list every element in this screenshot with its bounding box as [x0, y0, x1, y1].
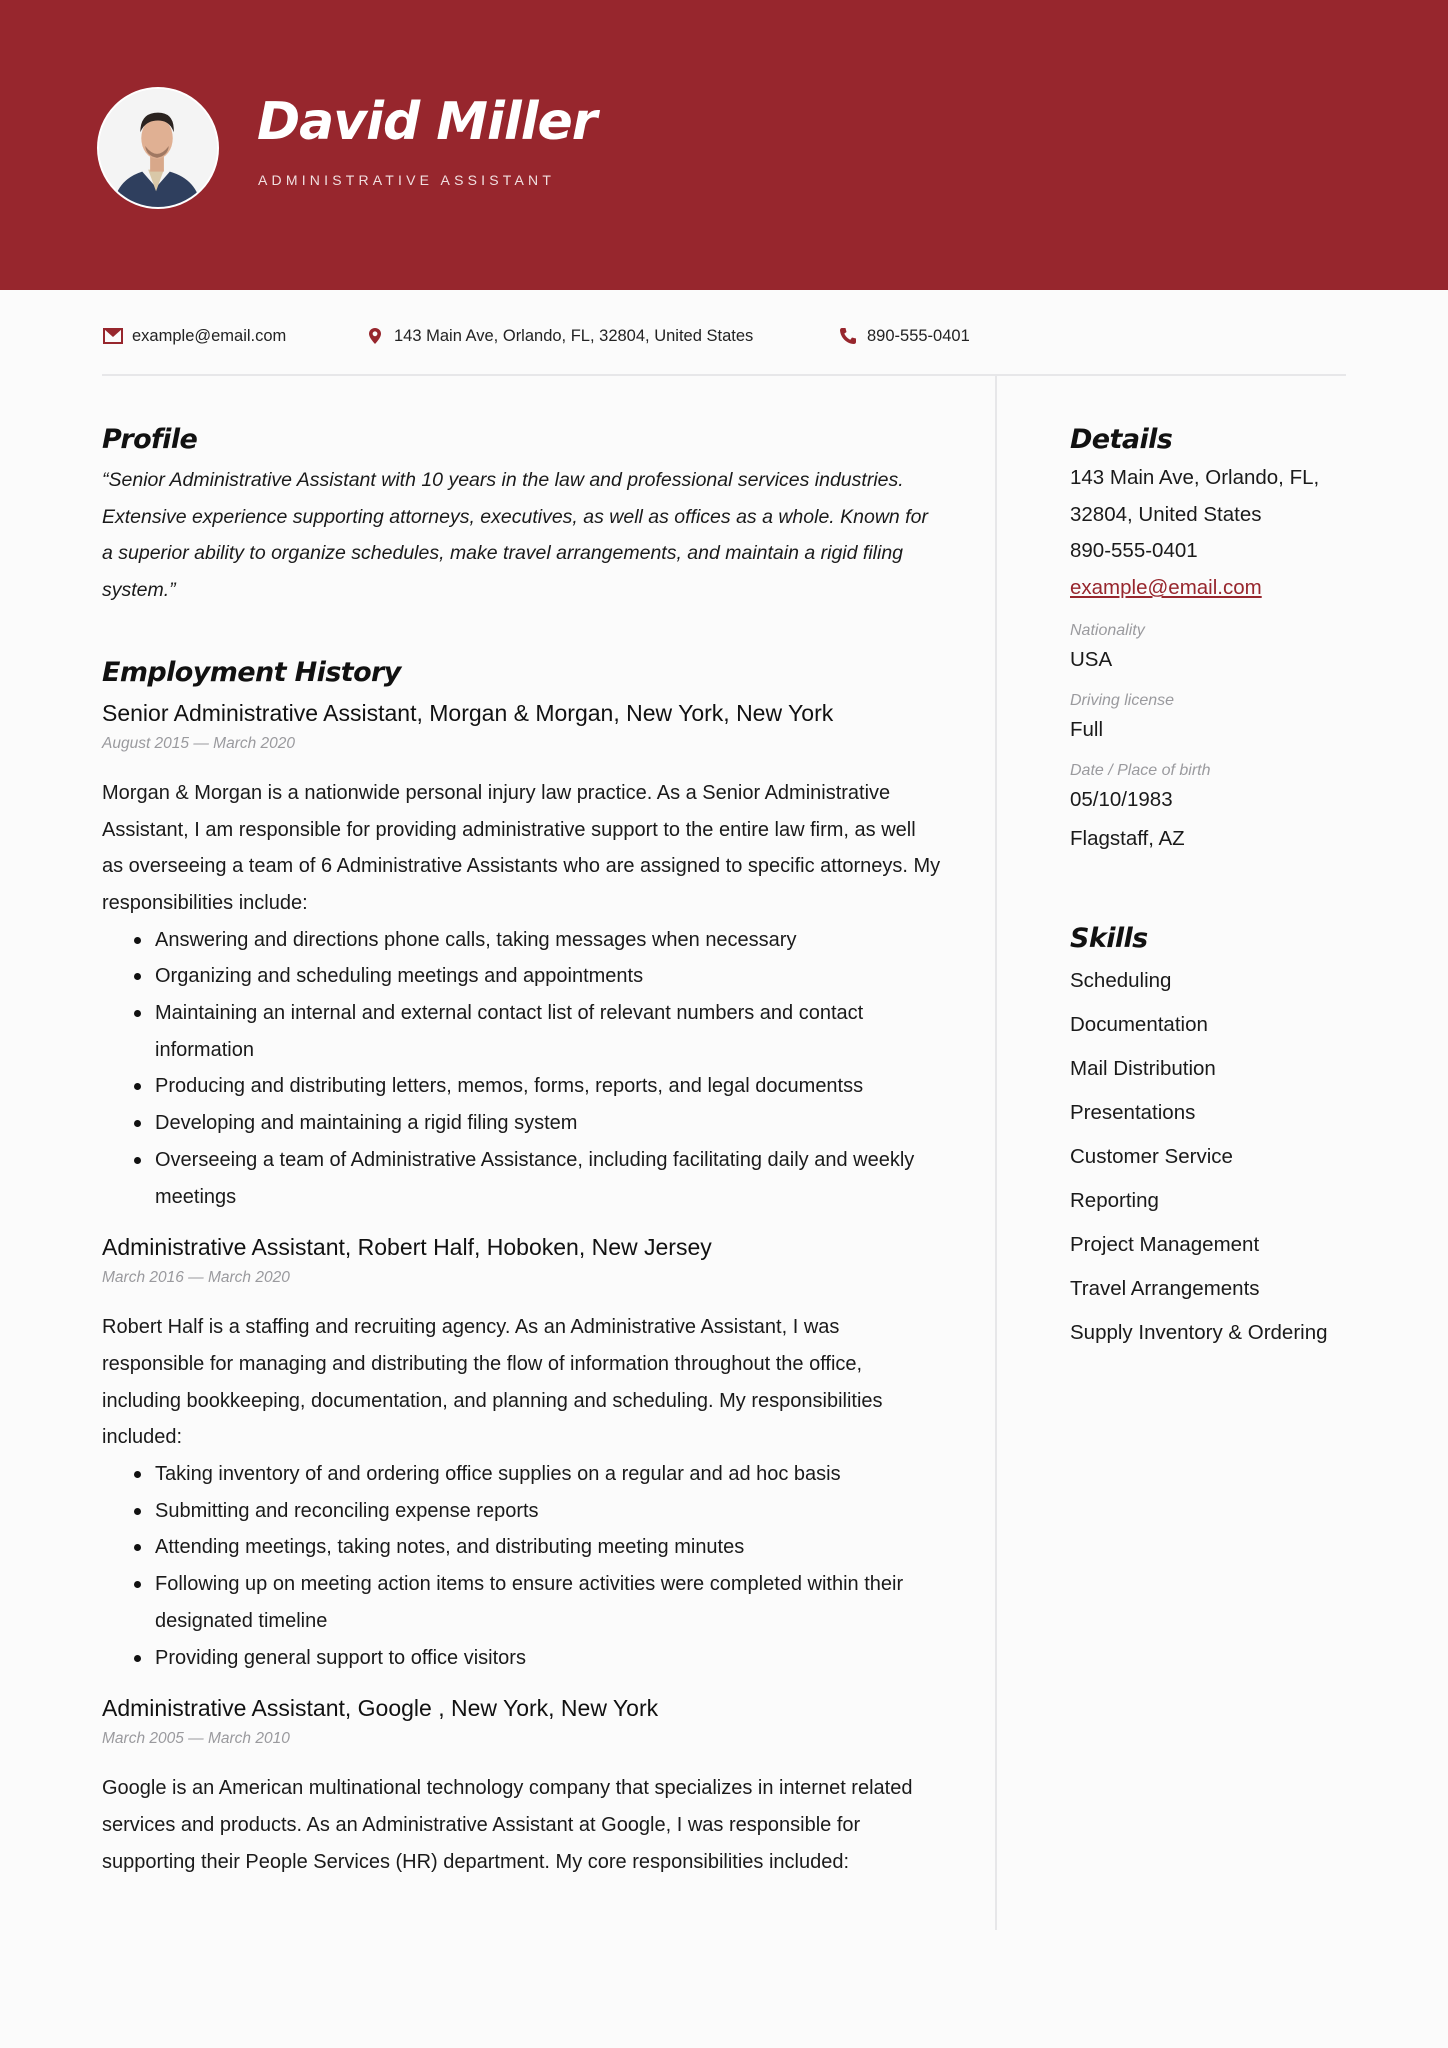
- profile-photo: [97, 87, 219, 209]
- license-label: Driving license: [1070, 691, 1175, 709]
- birth-place: Flagstaff, AZ: [1070, 826, 1185, 850]
- nationality-value: USA: [1070, 647, 1113, 671]
- profile-heading: Profile: [102, 424, 198, 455]
- license-group: [1070, 689, 1400, 747]
- contact-phone-text: 890-555-0401: [867, 326, 970, 345]
- profile-section: [102, 420, 942, 609]
- skill-item: Presentations: [1070, 1100, 1196, 1124]
- employment-section: [102, 653, 942, 1881]
- job-title: Administrative Assistant, Robert Half, Hoboken, New Jersey: [102, 1234, 712, 1261]
- job-description: Robert Half is a staffing and recruiting agency. As an Administrative Assistant, I was responsible for managing and distributing the flow of information throughout the office, including bookkeeping, documentation, and planning and scheduling. My responsibilities included:: [102, 1316, 883, 1449]
- skill-item: Travel Arrangements: [1070, 1276, 1260, 1300]
- nationality-label: Nationality: [1070, 621, 1145, 639]
- list-item: Following up on meeting action items to ensure activities were completed within their designated timeline: [128, 1566, 942, 1639]
- person-portrait-icon: [99, 89, 217, 207]
- skill-item: Project Management: [1070, 1232, 1260, 1256]
- contact-phone[interactable]: [837, 322, 970, 350]
- job-dates: August 2015 — March 2020: [102, 734, 296, 752]
- contact-email-text: example@email.com: [132, 326, 287, 345]
- candidate-name: David Miller: [257, 92, 597, 152]
- job-entry: [102, 695, 942, 1215]
- sidebar-column: [1070, 420, 1400, 1355]
- list-item: Overseeing a team of Administrative Assistance, including facilitating daily and weekly meetings: [128, 1142, 942, 1215]
- list-item: Taking inventory of and ordering office supplies on a regular and ad hoc basis: [128, 1456, 942, 1493]
- column-divider: [995, 376, 997, 1930]
- details-address-line1: 143 Main Ave, Orlando, FL,: [1070, 466, 1320, 489]
- map-pin-icon: [364, 325, 386, 347]
- skills-section: [1070, 919, 1400, 1355]
- job-title: Administrative Assistant, Google , New York, New York: [102, 1695, 659, 1722]
- skill-item: Documentation: [1070, 1012, 1208, 1036]
- list-item: Answering and directions phone calls, taking messages when necessary: [128, 922, 942, 959]
- birth-date: 05/10/1983: [1070, 787, 1173, 811]
- job-dates: March 2005 — March 2010: [102, 1730, 290, 1748]
- horizontal-divider: [102, 374, 1346, 376]
- list-item: Submitting and reconciling expense reports: [128, 1493, 942, 1530]
- list-item: Producing and distributing letters, memos, forms, reports, and legal documentss: [128, 1068, 942, 1105]
- profile-summary: “Senior Administrative Assistant with 10 years in the law and professional services industries. Extensive experience supporting attorneys, executives, as well as offices as a whole. Known for a superior ability to organize schedules, make travel arrangements, and maintain a rigid filing system.”: [102, 469, 928, 602]
- job-description: Google is an American multinational technology company that specializes in internet related services and products. As an Administrative Assistant at Google, I was responsible for supporting their People Services (HR) department. My core responsibilities included:: [102, 1777, 913, 1873]
- employment-heading: Employment History: [102, 656, 401, 688]
- details-address-line2: 32804, United States: [1070, 502, 1262, 526]
- nationality-group: [1070, 619, 1400, 677]
- job-responsibilities: [128, 922, 942, 1216]
- skills-heading: Skills: [1070, 922, 1148, 954]
- birth-group: [1070, 759, 1400, 861]
- skill-item: Supply Inventory & Ordering: [1070, 1320, 1328, 1344]
- phone-icon: [837, 325, 859, 347]
- skill-item: Reporting: [1070, 1188, 1159, 1212]
- job-dates: March 2016 — March 2020: [102, 1269, 290, 1287]
- list-item: Maintaining an internal and external contact list of relevant numbers and contact information: [128, 995, 942, 1068]
- resume-header: [0, 0, 1448, 290]
- details-email-link[interactable]: example@email.com: [1070, 576, 1262, 600]
- list-item: Providing general support to office visitors: [128, 1640, 942, 1677]
- list-item: Organizing and scheduling meetings and appointments: [128, 958, 942, 995]
- contact-bar: [102, 322, 1342, 350]
- envelope-icon: [102, 325, 124, 347]
- details-phone: 890-555-0401: [1070, 539, 1198, 563]
- list-item: Developing and maintaining a rigid filing system: [128, 1105, 942, 1142]
- birth-label: Date / Place of birth: [1070, 761, 1211, 779]
- job-title: Senior Administrative Assistant, Morgan & Morgan, New York, New York: [102, 699, 834, 726]
- skill-item: Scheduling: [1070, 968, 1172, 992]
- candidate-role: ADMINISTRATIVE ASSISTANT: [258, 172, 556, 188]
- skill-item: Customer Service: [1070, 1144, 1233, 1168]
- contact-address-text: 143 Main Ave, Orlando, FL, 32804, United States: [394, 326, 754, 345]
- job-entry: [102, 1690, 942, 1880]
- license-value: Full: [1070, 717, 1104, 741]
- details-heading: Details: [1070, 424, 1173, 455]
- main-column: [102, 420, 942, 1880]
- details-section: [1070, 420, 1400, 861]
- job-entry: [102, 1229, 942, 1676]
- job-description: Morgan & Morgan is a nationwide personal injury law practice. As a Senior Administrative Assistant, I am responsible for providing administrative support to the entire law firm, as well as overseeing a team of 6 Administrative Assistants who are assigned to specific attorneys. My responsibilities include:: [102, 781, 941, 914]
- skill-item: Mail Distribution: [1070, 1056, 1216, 1080]
- contact-email[interactable]: [102, 322, 286, 350]
- job-responsibilities: [128, 1456, 942, 1676]
- contact-address: [364, 322, 753, 350]
- list-item: Attending meetings, taking notes, and distributing meeting minutes: [128, 1529, 942, 1566]
